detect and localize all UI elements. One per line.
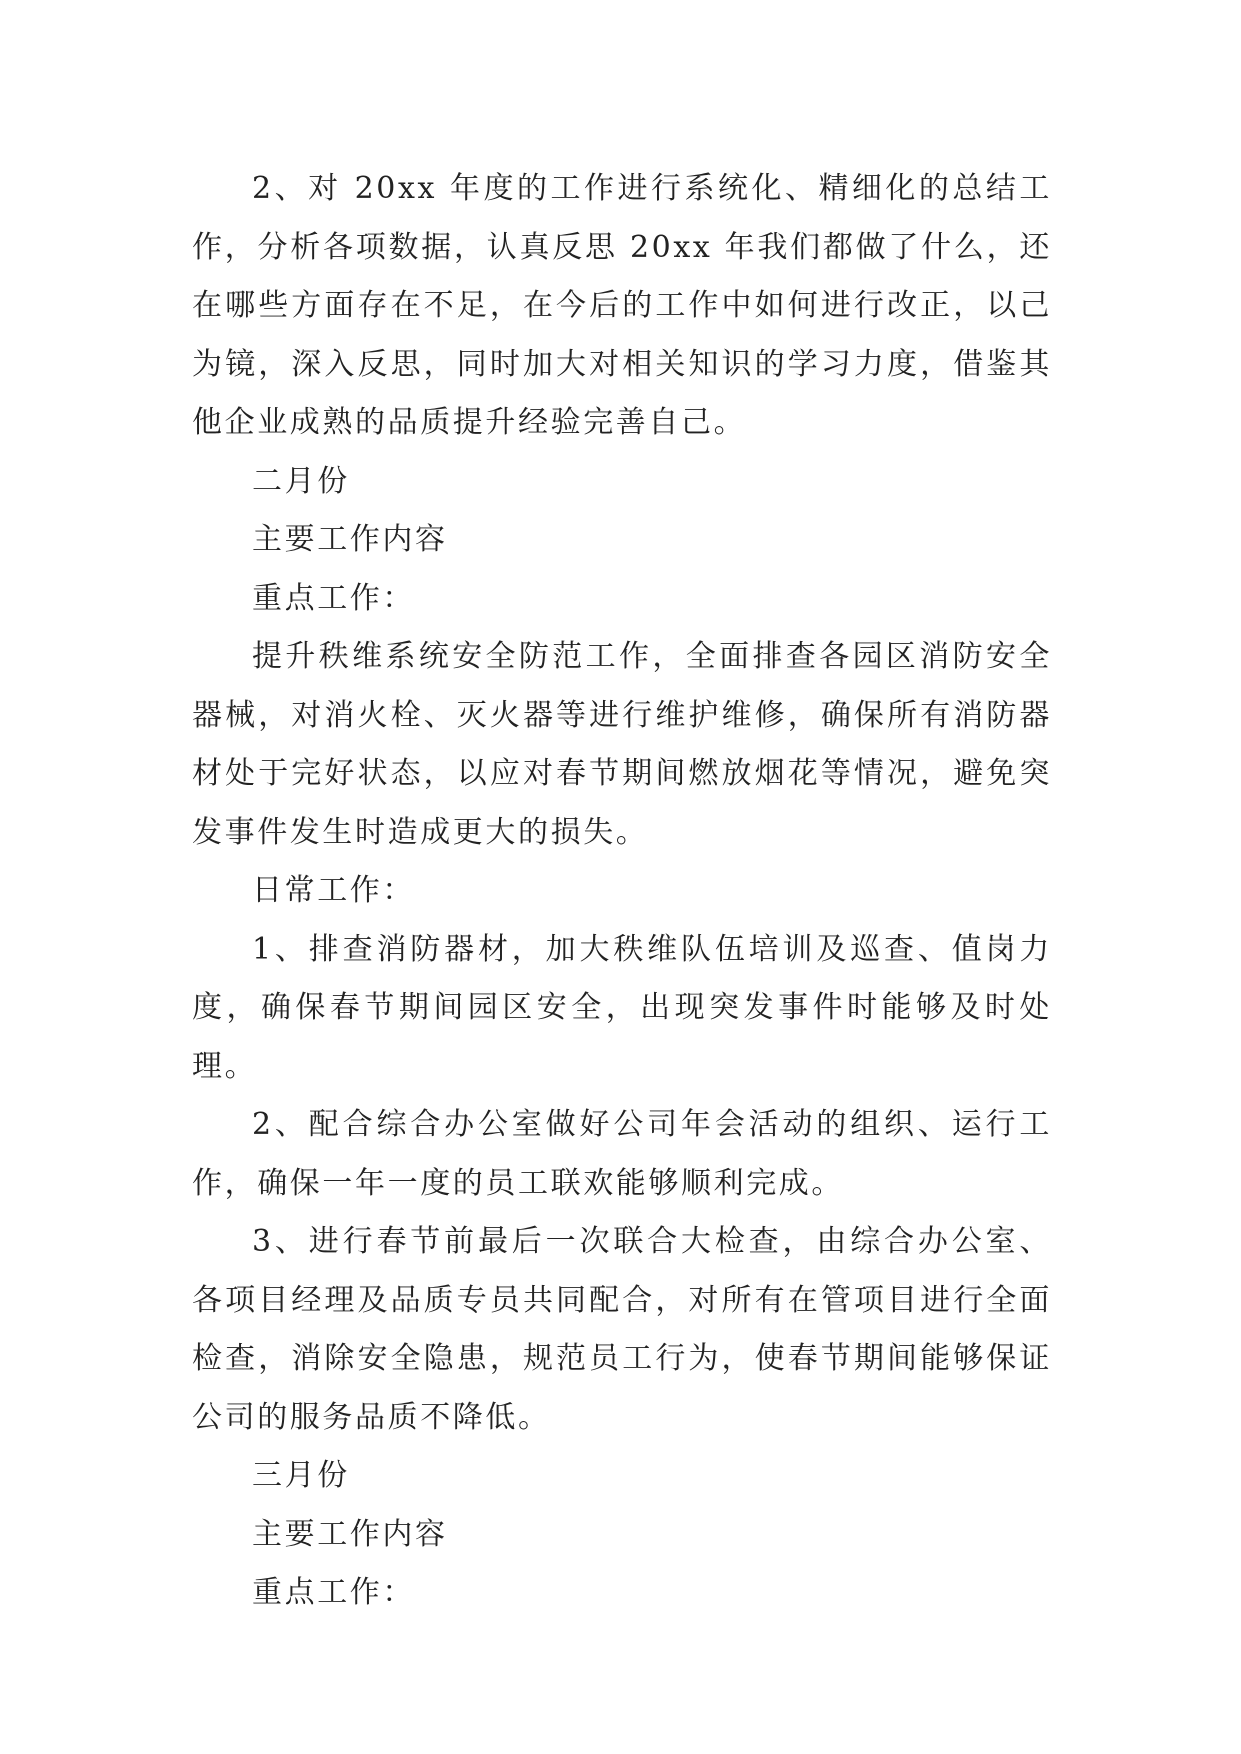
paragraph-daily-item-2: 2、配合综合办公室做好公司年会活动的组织、运行工作，确保一年一度的员工联欢能够顺利完成。 bbox=[192, 1107, 1052, 1201]
paragraph-daily-item-3: 3、进行春节前最后一次联合大检查，由综合办公室、各项目经理及品质专员共同配合，对所有在管项目进行全面检查，消除安全隐患，规范员工行为，使春节期间能够保证公司的服务品质不降低。 bbox=[192, 1224, 1052, 1435]
heading-main-work-content: 主要工作内容 bbox=[252, 522, 448, 557]
paragraph-daily-item-1: 1、排查消防器材，加大秩维队伍培训及巡查、值岗力度，确保春节期间园区安全，出现突发事件时能够及时处理。 bbox=[192, 931, 1052, 1084]
document-body bbox=[192, 160, 1052, 1623]
heading-march: 三月份 bbox=[252, 1458, 350, 1493]
heading-key-work-march: 重点工作： bbox=[252, 1575, 415, 1610]
paragraph-review-summary: 2、对 20xx 年度的工作进行系统化、精细化的总结工作，分析各项数据，认真反思 20xx 年我们都做了什么，还在哪些方面存在不足，在今后的工作中如何进行改正，以己为镜，深入反思，同时加大对相关知识的学习力度，借鉴其他企业成熟的品质提升经验完善自己。 bbox=[192, 171, 1052, 440]
paragraph-fire-safety: 提升秩维系统安全防范工作，全面排查各园区消防安全器械，对消火栓、灭火器等进行维护维修，确保所有消防器材处于完好状态，以应对春节期间燃放烟花等情况，避免突发事件发生时造成更大的损失。 bbox=[192, 639, 1052, 850]
heading-main-work-content-march: 主要工作内容 bbox=[252, 1516, 448, 1552]
heading-daily-work: 日常工作： bbox=[252, 873, 415, 908]
heading-february: 二月份 bbox=[252, 463, 350, 499]
heading-key-work: 重点工作： bbox=[252, 580, 415, 616]
